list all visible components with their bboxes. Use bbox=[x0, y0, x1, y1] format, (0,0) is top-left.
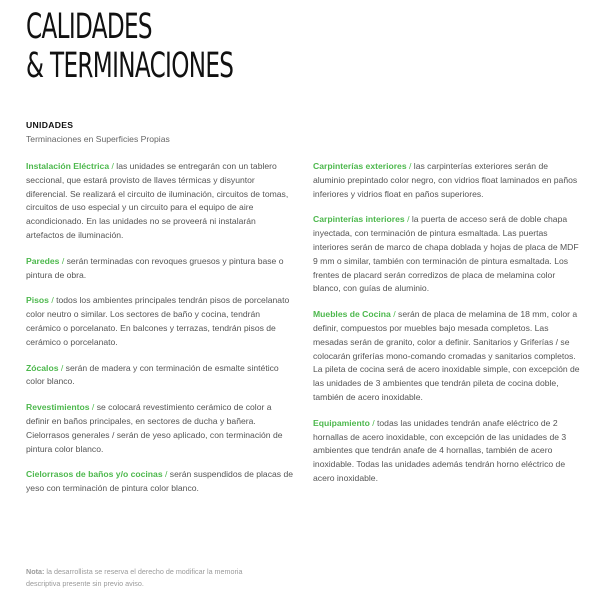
spec-separator: / bbox=[407, 214, 410, 225]
section-subtitle: Terminaciones en Superficies Propias bbox=[26, 134, 170, 144]
spec-separator: / bbox=[111, 161, 114, 171]
spec-term: Carpinterías exteriores bbox=[313, 161, 407, 171]
spec-item-instalacion-electrica bbox=[26, 160, 294, 243]
right-column bbox=[313, 160, 581, 498]
spec-text: la puerta de acceso será de doble chapa inyectada, con terminación de pintura esmaltada. Las puertas interiores serán de marco de chapa doblada y hojas de placa de MDF 9 mm o similar, también con terminación de pintura esmaltada. Los frentes de placard serán corredizos de placa de melamina color blanco, con guías de aluminio. bbox=[313, 214, 579, 294]
spec-separator: / bbox=[91, 402, 95, 413]
left-column bbox=[26, 160, 294, 508]
footnote bbox=[26, 566, 276, 590]
spec-separator: / bbox=[409, 161, 412, 171]
spec-text: las unidades se entregarán con un tablero seccional, que estará provisto de llaves térmicas y disyuntor diferencial. Se realizará el circuito de iluminación, circuitos de tomas, circuitos de uso especial y un circuito para el equipo de aire acondicionado. En las unidades no se proveerá ni instalarán artefactos de iluminación. bbox=[26, 161, 289, 240]
spec-item-paredes bbox=[26, 255, 294, 283]
spec-text: todas las unidades tendrán anafe eléctrico de 2 hornallas de acero inoxidable, con excepción de las unidades de 3 ambientes que tendrán anafe de 4 hornallas, también de acero inoxidable. Todas las unidades además tendrán horno eléctrico de acero inoxidable. bbox=[313, 417, 567, 483]
spec-item-cielorrasos-banos-cocinas bbox=[26, 468, 294, 496]
spec-term: Paredes bbox=[26, 255, 60, 266]
spec-term: Carpinterías interiores bbox=[313, 214, 405, 225]
spec-separator: / bbox=[372, 417, 375, 428]
page-title bbox=[26, 8, 233, 86]
spec-term: Equipamiento bbox=[313, 417, 370, 428]
footnote-label: Nota: bbox=[26, 567, 45, 576]
spec-term: Cielorrasos de baños y/o cocinas bbox=[26, 469, 163, 480]
spec-text: serán terminadas con revoques gruesos y pintura base o pintura de obra. bbox=[26, 255, 284, 280]
spec-item-carpinterias-interiores bbox=[313, 213, 581, 296]
spec-item-revestimientos bbox=[26, 401, 294, 456]
spec-text: serán suspendidos de placas de yeso con terminación de pintura color blanco. bbox=[26, 469, 294, 494]
spec-item-zocalos bbox=[26, 362, 294, 390]
spec-term: Muebles de Cocina bbox=[313, 309, 391, 320]
spec-text: todos los ambientes principales tendrán pisos de porcelanato color neutro o similar. Los sectores de baño y cocina, tendrán cerámico o porcelanato. En balcones y terrazas, tendrán pisos de cerámico o porcelanato. bbox=[26, 295, 290, 347]
spec-separator: / bbox=[61, 255, 65, 266]
spec-separator: / bbox=[60, 362, 64, 373]
spec-text: serán de placa de melamina de 18 mm, color a definir, compuestos por muebles bajo mesada completos. Las mesadas serán de granito, color a definir. Sanitarios y Griferías / se colocarán griferías mono-comando cromadas y sanitarios completos. La pileta de cocina será de acero inoxidable simple, con excepción de las unidades de 3 ambientes que tendrán pileta de cocina doble, también de acero inoxidable. bbox=[313, 309, 580, 402]
spec-separator: / bbox=[164, 469, 168, 480]
spec-term: Revestimientos bbox=[26, 402, 90, 413]
spec-item-equipamiento bbox=[313, 417, 581, 486]
section-label: UNIDADES bbox=[26, 120, 74, 130]
spec-text: serán de madera y con terminación de esmalte sintético color blanco. bbox=[26, 362, 279, 387]
spec-item-pisos bbox=[26, 294, 294, 349]
spec-term: Pisos bbox=[26, 295, 49, 306]
title-line-2: & TERMINACIONES bbox=[26, 46, 234, 86]
spec-term: Zócalos bbox=[26, 362, 59, 373]
spec-text: se colocará revestimiento cerámico de color a definir en baños principales, en sectores de ducha y bañera. Cielorrasos generales / serán de yeso aplicado, con terminación de pintura color blanco. bbox=[26, 402, 283, 454]
spec-term: Instalación Eléctrica bbox=[26, 161, 110, 171]
spec-separator: / bbox=[51, 295, 54, 306]
spec-item-carpinterias-exteriores bbox=[313, 160, 581, 201]
title-line-1: CALIDADES bbox=[26, 7, 152, 47]
spec-separator: / bbox=[393, 309, 396, 320]
spec-text: las carpinterías exteriores serán de aluminio prepintado color negro, con vidrios float laminados en paños inferiores y vidrios float en paños superiores. bbox=[313, 161, 578, 199]
spec-item-muebles-de-cocina bbox=[313, 308, 581, 405]
footnote-text: la desarrollista se reserva el derecho de modificar la memoria descriptiva presente sin previo aviso. bbox=[26, 567, 243, 588]
